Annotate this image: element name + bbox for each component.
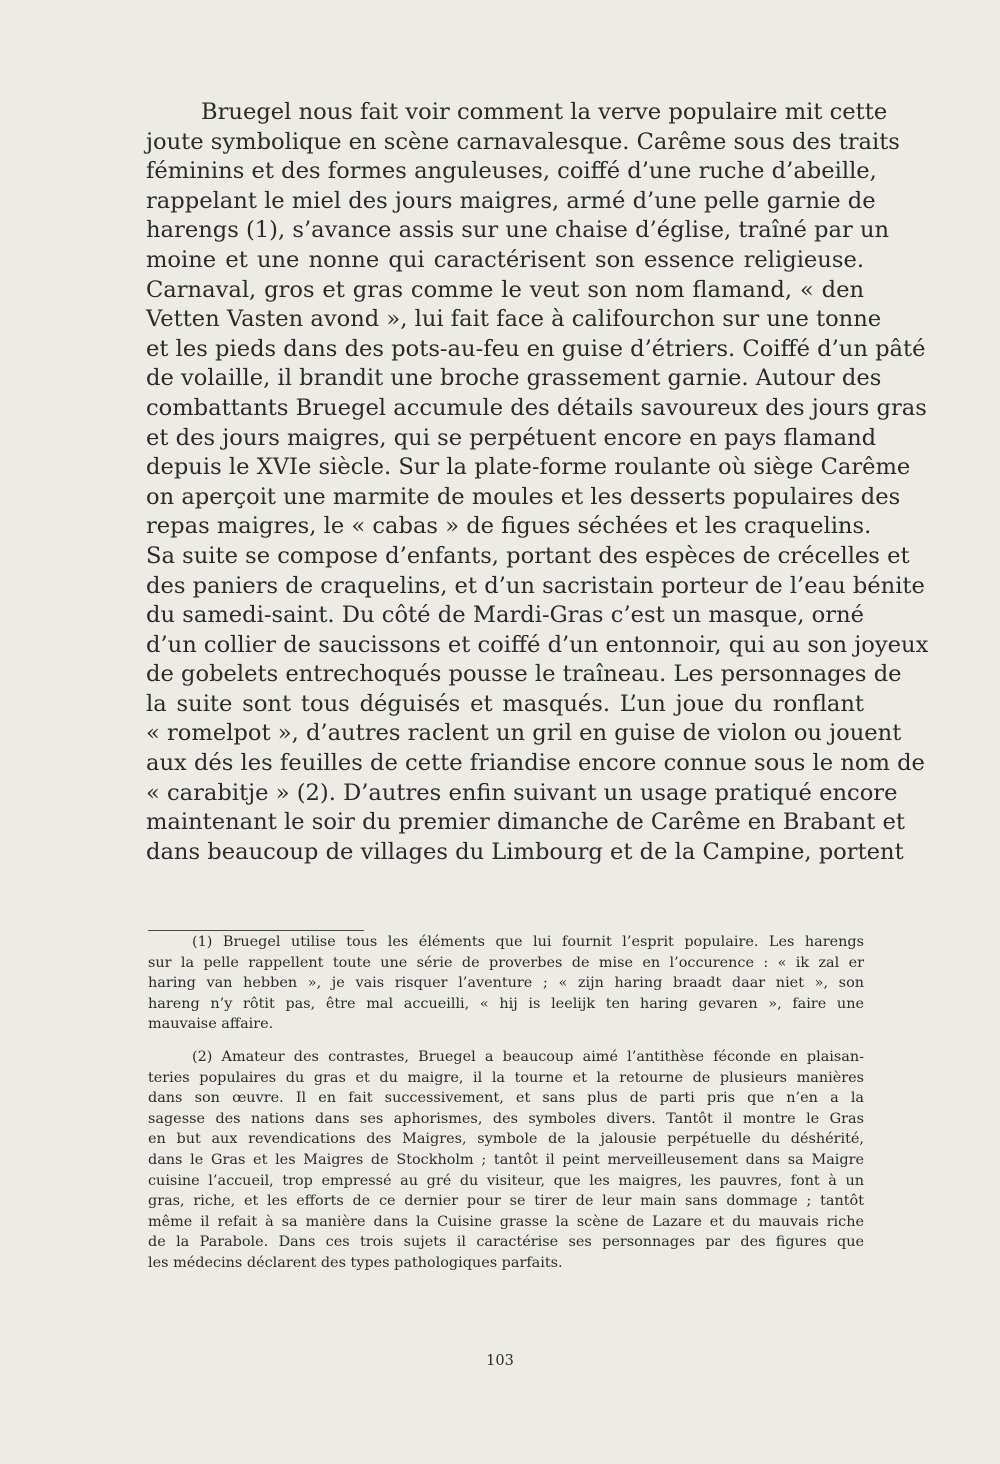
text-line: Bruegel nous fait voir comment la verve populaire mit cette xyxy=(201,99,888,125)
footnote-1 xyxy=(148,932,864,1035)
text-line: dans beaucoup de villages du Limbourg et de la Campine, portent xyxy=(146,838,904,865)
text-line: « carabitje » (2). D’autres enfin suivant un usage pratiqué encore xyxy=(146,779,898,806)
text-line: combattants Bruegel accumule des détails savoureux des jours gras xyxy=(146,394,927,421)
text-line: rappelant le miel des jours maigres, armé d’une pelle garnie de xyxy=(146,187,876,214)
text-line: et des jours maigres, qui se perpétuent encore en pays flamand xyxy=(146,424,877,451)
text-line: aux dés les feuilles de cette friandise encore connue sous le nom de xyxy=(146,750,925,777)
main-text xyxy=(146,98,929,867)
text-line: repas maigres, le « cabas » de figues séchées et les craquelins. xyxy=(146,513,872,540)
footnote-line: (1) Bruegel utilise tous les éléments que lui fournit l’esprit populaire. Les harengs xyxy=(192,934,864,950)
footnote-divider xyxy=(148,930,364,931)
footnotes xyxy=(148,932,864,1286)
text-line: d’un collier de saucissons et coiffé d’un entonnoir, qui au son joyeux xyxy=(146,631,929,658)
footnote-line: teries populaires du gras et du maigre, il la tourne et la retourne de plusieurs manières xyxy=(148,1069,864,1086)
footnote-line: sagesse des nations dans ses aphorismes, des symboles divers. Tantôt il montre le Gras xyxy=(148,1110,864,1127)
footnote-line: (2) Amateur des contrastes, Bruegel a beaucoup aimé l’antithèse féconde en plaisan- xyxy=(192,1048,864,1065)
footnote-line: hareng n’y rôtit pas, être mal accueilli, « hij is leelijk ten haring gevaren », faire une xyxy=(148,995,864,1012)
text-line: joute symbolique en scène carnavalesque. Carême sous des traits xyxy=(146,128,900,155)
text-line: des paniers de craquelins, et d’un sacristain porteur de l’eau bénite xyxy=(146,572,925,599)
footnote-line: de la Parabole. Dans ces trois sujets il caractérise ses personnages par des figures que xyxy=(148,1234,864,1251)
text-line: Sa suite se compose d’enfants, portant des espèces de crécelles et xyxy=(146,542,910,569)
footnote-2 xyxy=(148,1047,864,1274)
text-line: et les pieds dans des pots-au-feu en guise d’étriers. Coiffé d’un pâté xyxy=(146,335,926,362)
text-line: de volaille, il brandit une broche grassement garnie. Autour des xyxy=(146,365,882,392)
text-line: de gobelets entrechoqués pousse le traîneau. Les personnages de xyxy=(146,661,902,688)
text-line: on aperçoit une marmite de moules et les desserts populaires des xyxy=(146,483,901,510)
text-line: depuis le XVIe siècle. Sur la plate-forme roulante où siège Carême xyxy=(146,454,911,481)
page-number: 103 xyxy=(486,1353,514,1369)
footnote-line: dans son œuvre. Il en fait successivement, et sans plus de parti pris que n’en a la xyxy=(148,1090,864,1107)
text-line: « romelpot », d’autres raclent un gril en guise de violon ou jouent xyxy=(146,720,902,747)
footnote-line: haring van hebben », je vais risquer l’aventure ; « zijn haring braadt daar niet », son xyxy=(148,975,864,992)
footnote-line: gras, riche, et les efforts de ce dernier pour se tirer de leur main sans dommage ; tantôt xyxy=(148,1193,864,1210)
text-line: féminins et des formes anguleuses, coiffé d’une ruche d’abeille, xyxy=(146,158,877,185)
text-line: la suite sont tous déguisés et masqués. L’un joue du ronflant xyxy=(146,690,864,717)
footnote-line: dans le Gras et les Maigres de Stockholm ; tantôt il peint merveilleusement dans sa Maigre xyxy=(148,1151,864,1168)
footnote-line: mauvaise affaire. xyxy=(148,1016,274,1033)
text-line: maintenant le soir du premier dimanche de Carême en Brabant et xyxy=(146,809,905,836)
footnote-line: cuisine l’accueil, trop empressé au gré du visiteur, que les maigres, les pauvres, font à un xyxy=(148,1172,864,1189)
footnote-line: sur la pelle rappellent toute une série de proverbes de mise en l’occurence : « ik zal er xyxy=(148,954,864,971)
footnote-line: même il refait à sa manière dans la Cuisine grasse la scène de Lazare et du mauvais riche xyxy=(148,1213,864,1230)
footnote-line: les médecins déclarent des types pathologiques parfaits. xyxy=(148,1254,563,1271)
text-line: du samedi-saint. Du côté de Mardi-Gras c’est un masque, orné xyxy=(146,602,864,629)
text-line: Vetten Vasten avond », lui fait face à califourchon sur une tonne xyxy=(146,306,882,333)
footnote-line: en but aux revendications des Maigres, symbole de la jalousie perpétuelle du déshérité, xyxy=(148,1131,864,1148)
text-line: harengs (1), s’avance assis sur une chaise d’église, traîné par un xyxy=(146,217,890,244)
text-line: moine et une nonne qui caractérisent son essence religieuse. xyxy=(146,246,864,273)
text-line: Carnaval, gros et gras comme le veut son nom flamand, « den xyxy=(146,276,864,303)
